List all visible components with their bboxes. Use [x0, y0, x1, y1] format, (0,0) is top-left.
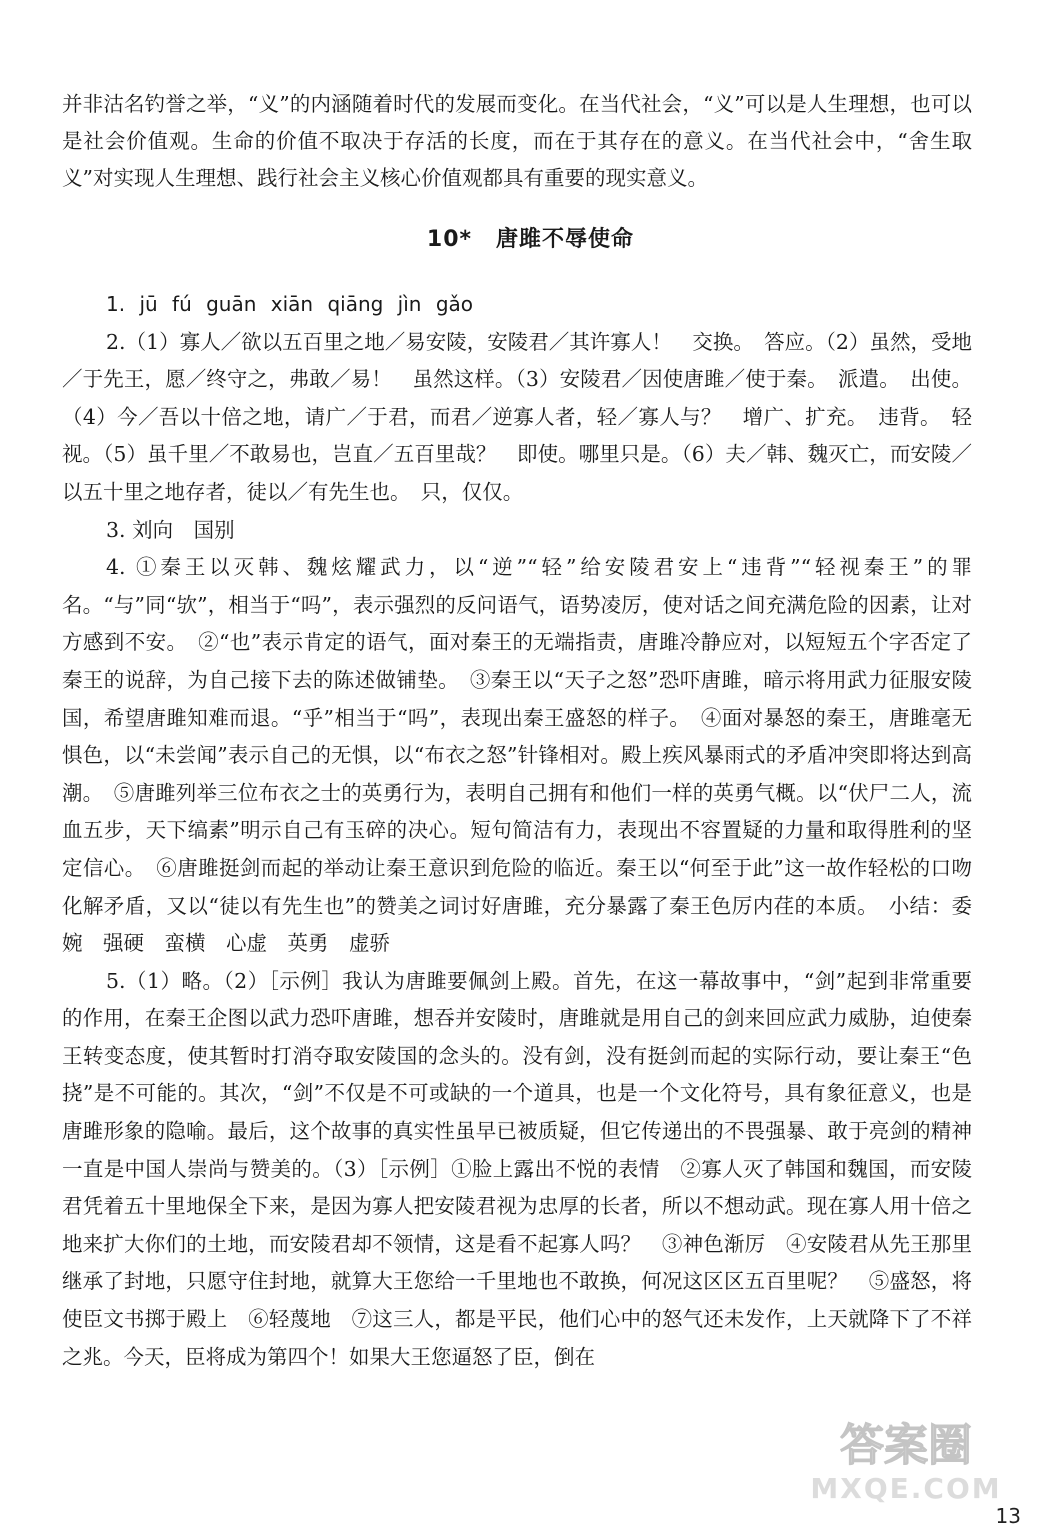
answer-3: 3. 刘向 国别 — [106, 517, 235, 542]
answers-block — [62, 286, 972, 1376]
intro-paragraph-block — [62, 86, 972, 197]
watermark-url: MXQE.COM — [810, 1472, 1002, 1505]
section-title-text: 唐雎不辱使命 — [496, 227, 635, 252]
page-number: 13 — [995, 1504, 1021, 1528]
section-title — [0, 222, 1061, 253]
watermark-logo — [781, 1408, 1031, 1508]
answer-4: 4. ①秦王以灭韩、魏炫耀武力，以“逆”“轻”给安陵君安上“违背”“轻视秦王”的罪名。“与”同“欤”，相当于“吗”，表示强烈的反问语气，语势凌厉，使对话之间充满危险的因素，让对方感到不安。 ②“也”表示肯定的语气，面对秦王的无端指责，唐雎冷静应对，以短短五个字否定了秦王的说辞，为自己接下去的陈述做铺垫。 ③秦王以“天子之怒”恐吓唐雎，暗示将用武力征服安陵国，希望唐雎知难而退。“乎”相当于“吗”，表现出秦王盛怒的样子。 ④面对暴怒的秦王，唐雎毫无惧色，以“未尝闻”表示自己的无惧，以“布衣之怒”针锋相对。殿上疾风暴雨式的矛盾冲突即将达到高潮。 ⑤唐雎列举三位布衣之士的英勇行为，表明自己拥有和他们一样的英勇气概。以“伏尸二人，流血五步，天下缟素”明示自己有玉碎的决心。短句简洁有力，表现出不容置疑的力量和取得胜利的坚定信心。 ⑥唐雎挺剑而起的举动让秦王意识到危险的临近。秦王以“何至于此”这一故作轻松的口吻化解矛盾，又以“徒以有先生也”的赞美之词讨好唐雎，充分暴露了秦王色厉内荏的本质。 小结：委婉 强硬 蛮横 心虚 英勇 虚骄 — [62, 555, 972, 956]
intro-paragraph: 并非沽名钓誉之举，“义”的内涵随着时代的发展而变化。在当代社会，“义”可以是人生理想，也可以是社会价值观。生命的价值不取决于存活的长度，而在于其存在的意义。在当代社会中，“舍生取义”对实现人生理想、践行社会主义核心价值观都具有重要的现实意义。 — [62, 92, 972, 190]
watermark-brand: 答案圈 — [840, 1420, 972, 1471]
section-number: 10* — [426, 227, 473, 252]
answer-1: 1. jū fú guān xiān qiāng jìn gǎo — [106, 292, 474, 316]
answer-2: 2.（1）寡人／欲以五百里之地／易安陵，安陵君／其许寡人！ 交换。 答应。（2）虽然，受地／于先王，愿／终守之，弗敢／易！ 虽然这样。（3）安陵君／因使唐雎／使于秦。 派遣。 出使。（4）今／吾以十倍之地，请广／于君，而君／逆寡人者，轻／寡人与？ 增广、扩充。 违背。 轻视。（5）虽千里／不敢易也，岂直／五百里哉？ 即使。哪里只是。（6）夫／韩、魏灭亡，而安陵／以五十里之地存者，徒以／有先生也。 只，仅仅。 — [62, 329, 972, 504]
answer-5: 5.（1）略。（2）［示例］我认为唐雎要佩剑上殿。首先，在这一幕故事中，“剑”起到非常重要的作用，在秦王企图以武力恐吓唐雎，想吞并安陵时，唐雎就是用自己的剑来回应武力威胁，迫使秦王转变态度，使其暂时打消夺取安陵国的念头的。没有剑，没有挺剑而起的实际行动，要让秦王“色挠”是不可能的。其次，“剑”不仅是不可或缺的一个道具，也是一个文化符号，具有象征意义，也是唐雎形象的隐喻。最后，这个故事的真实性虽早已被质疑，但它传递出的不畏强暴、敢于亮剑的精神一直是中国人崇尚与赞美的。（3）［示例］①脸上露出不悦的表情 ②寡人灭了韩国和魏国，而安陵君凭着五十里地保全下来，是因为寡人把安陵君视为忠厚的长者，所以不想动武。现在寡人用十倍之地来扩大你们的土地，而安陵君却不领情，这是看不起寡人吗？ ③神色渐厉 ④安陵君从先王那里继承了封地，只愿守住封地，就算大王您给一千里地也不敢换，何况这区区五百里呢？ ⑤盛怒，将使臣文书掷于殿上 ⑥轻蔑地 ⑦这三人，都是平民，他们心中的怒气还未发作，上天就降下了不祥之兆。今天，臣将成为第四个！如果大王您逼怒了臣，倒在 — [62, 968, 972, 1369]
